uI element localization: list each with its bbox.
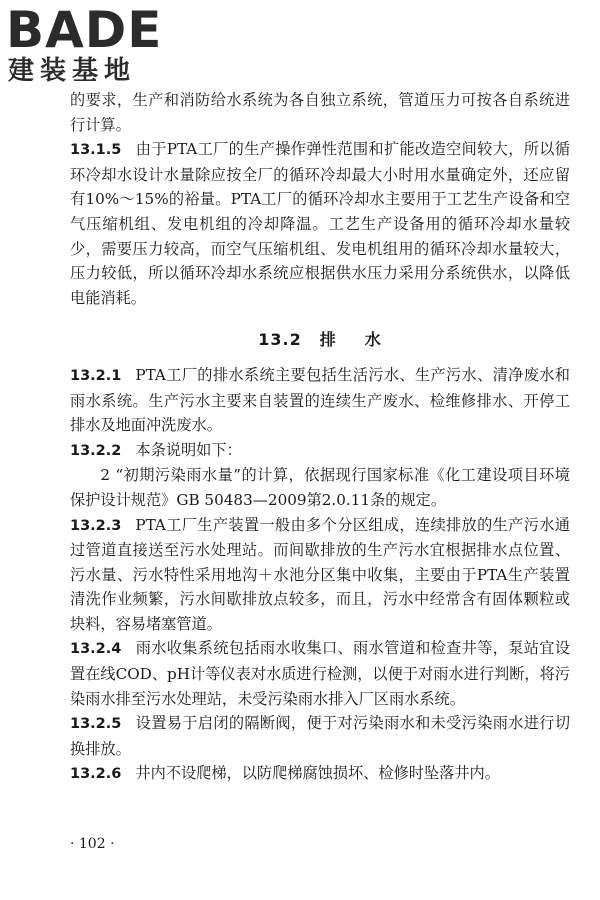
clause-13-2-6	[70, 761, 570, 787]
document-body	[70, 88, 570, 787]
clause-number: 13.2.5	[70, 716, 122, 733]
continuation-paragraph: 的要求，生产和消防给水系统为各自独立系统，管道压力可按各自系统进行计算。	[70, 91, 570, 134]
clause-13-2-1	[70, 363, 570, 438]
clause-number: 13.2.1	[70, 367, 122, 384]
section-title-char-2: 水	[364, 330, 382, 350]
clause-number: 13.1.5	[70, 142, 122, 159]
clause-number: 13.2.3	[70, 517, 122, 534]
clause-number: 13.2.4	[70, 641, 122, 658]
clause-text: 由于PTA工厂的生产操作弹性范围和扩能改造空间较大，所以循环冷却水设计水量除应按全厂的循环冷却最大小时用水量确定外，还应留有10%～15%的裕量。PTA工厂的循环冷却水主要用于工艺生产设备和空气压缩机组、发电机组的冷却降温。工艺生产设备用的循环冷却水量较少，需要压力较高，而空气压缩机组、发电机组用的循环冷却水量较大，压力较低，所以循环冷却水系统应根据供水压力采用分系统供水，以降低电能消耗。	[70, 140, 570, 307]
clause-number: 13.2.2	[70, 442, 122, 459]
clause-text: 井内不设爬梯，以防爬梯腐蚀损坏、检修时坠落井内。	[135, 764, 500, 783]
clause-number: 13.2.6	[70, 766, 122, 783]
clause-13-2-4	[70, 636, 570, 711]
section-title-char-1: 排	[319, 330, 337, 350]
clause-text: PTA工厂生产装置一般由多个分区组成，连续排放的生产污水通过管道直接送至污水处理站。而间歇排放的生产污水宜根据排水点位置、污水量、污水特性采用地沟＋水池分区集中收集，主要由于PTA生产装置清洗作业频繁，污水间歇排放点较多，而且，污水中经常含有固体颗粒或块料，容易堵塞管道。	[70, 515, 570, 633]
section-title-13-2	[70, 328, 570, 353]
section-number: 13.2	[258, 330, 302, 350]
clause-text: 设置易于启闭的隔断阀，便于对污染雨水和未受污染雨水进行切换排放。	[70, 714, 570, 758]
bade-logo	[6, 2, 176, 90]
logo-subtitle: 建装基地	[8, 56, 137, 86]
page-number: · 102 ·	[70, 836, 115, 852]
clause-text: 雨水收集系统包括雨水收集口、雨水管道和检查井等，泵站宜设置在线COD、pH计等仪表对水质进行检测，以便于对雨水进行判断，将污染雨水排至污水处理站，未受污染雨水排入厂区雨水系统。	[70, 639, 570, 708]
logo-wordmark: BADE	[6, 1, 163, 59]
clause-text: 本条说明如下：	[135, 440, 242, 459]
clause-13-2-5	[70, 711, 570, 761]
clause-text: PTA工厂的排水系统主要包括生活污水、生产污水、清净废水和雨水系统。生产污水主要来自装置的连续生产废水、检维修排水、开停工排水及地面冲洗废水。	[70, 365, 570, 435]
clause-13-2-3	[70, 513, 570, 637]
clause-13-2-2-item-2: 2 “初期污染雨水量”的计算，依据现行国家标准《化工建设项目环境保护设计规范》GB 50483—2009第2.0.11条的规定。	[70, 466, 570, 509]
clause-13-2-2	[70, 438, 570, 464]
clause-13-1-5	[70, 137, 570, 310]
